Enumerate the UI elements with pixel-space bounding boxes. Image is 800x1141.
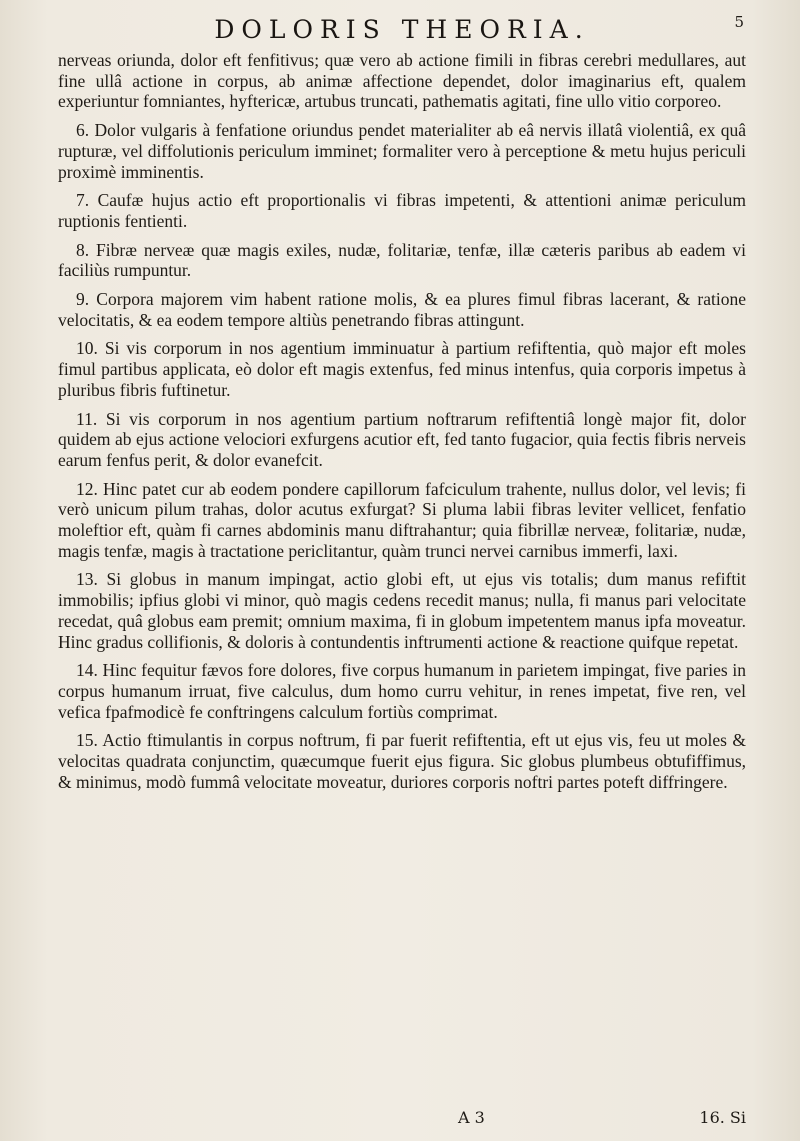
paragraph-continuation: nerveas oriunda, dolor eft fenfitivus; quæ vero ab actione fimili in fibras cerebri medullares, aut fine ullâ actione in corpus, ab animæ affectione dependet, dolor imaginarius eft, qualem experiuntur fomniantes, hyftericæ, artubus truncati, pathematis agitati, fine ullo vitio corporeo.: [58, 50, 746, 112]
body-text: [58, 50, 746, 793]
catchword: 16. Si: [699, 1108, 746, 1127]
page-number: 5: [734, 13, 744, 31]
running-title: DOLORIS THEORIA.: [214, 15, 590, 44]
running-head: [58, 10, 746, 50]
paragraph-11: 11. Si vis corporum in nos agentium partium noftrarum refiftentiâ longè major fit, dolor quidem ab ejus actione velociori exfurgens acutior eft, fed tanto fugacior, quia fectis fibris nerveis earum fenfus perit, & dolor evanefcit.: [58, 408, 746, 470]
signature-mark: A 3: [458, 1108, 485, 1127]
paragraph-9: 9. Corpora majorem vim habent ratione molis, & ea plures fimul fibras lacerant, & ratione velocitatis, & ea eodem tempore altiùs penetrando fibras attingunt.: [58, 289, 746, 330]
paragraph-7: 7. Caufæ hujus actio eft proportionalis vi fibras impetenti, & attentioni animæ periculum ruptionis fentienti.: [58, 190, 746, 231]
paragraph-10: 10. Si vis corporum in nos agentium imminuatur à partium refiftentia, quò major eft moles fimul partibus applicata, eò dolor eft magis extenfus, fed minus intenfus, quia corporis impetus à pluribus fibris fuftinetur.: [58, 338, 746, 400]
page-footer: [58, 1107, 746, 1131]
paragraph-15: 15. Actio ftimulantis in corpus noftrum, fi par fuerit refiftentia, eft ut ejus vis, feu ut moles & velocitas quadrata conjunctim, quæcumque fuerit ejus figura. Sic globus plumbeus obtufiffimus, & minimus, modò fummâ velocitate moveatur, duriores corporis noftri partes poteft diffringere.: [58, 730, 746, 792]
paragraph-8: 8. Fibræ nerveæ quæ magis exiles, nudæ, folitariæ, tenfæ, illæ cæteris paribus ab eadem vi faciliùs rumpuntur.: [58, 239, 746, 281]
paragraph-12: 12. Hinc patet cur ab eodem pondere capillorum fafciculum trahente, nullus dolor, vel levis; fi verò unicum pilum trahas, dolor acutus exfurgat? Si pluma labii fibras leviter vellicet, fenfatio moleftior eft, quàm fi carnes abdominis manu diftrahantur; quia fibrillæ nerveæ, folitariæ, nudæ, magis tenfæ, magis à tractatione periclitantur, quàm trunci nervei carnibus immerfi, laxi.: [58, 478, 746, 561]
paragraph-6: 6. Dolor vulgaris à fenfatione oriundus pendet materialiter ab eâ nervis illatâ violentiâ, ex quâ rupturæ, vel diffolutionis periculum imminet; formaliter vero à perceptione & metu hujus periculi proximè imminentis.: [58, 120, 746, 182]
paragraph-13: 13. Si globus in manum impingat, actio globi eft, ut ejus vis totalis; dum manus refiftit immobilis; ipfius globi vi minor, quò magis cedens recedit manus; nulla, fi manus pari velocitate recedat, quâ globus eam premit; omnium maxima, fi in globum impetentem manus ipfa moveatur. Hinc gradus collifionis, & doloris à contundentis inftrumenti actione & reactione quifque repetat.: [58, 569, 746, 652]
paragraph-14: 14. Hinc fequitur fævos fore dolores, five corpus humanum in parietem impingat, five paries in corpus humanum irruat, five calculus, dum homo curru vehitur, in renes impetat, five ren, vel vefica fpafmodicè fe conftringens calculum fortiùs comprimat.: [58, 660, 746, 722]
